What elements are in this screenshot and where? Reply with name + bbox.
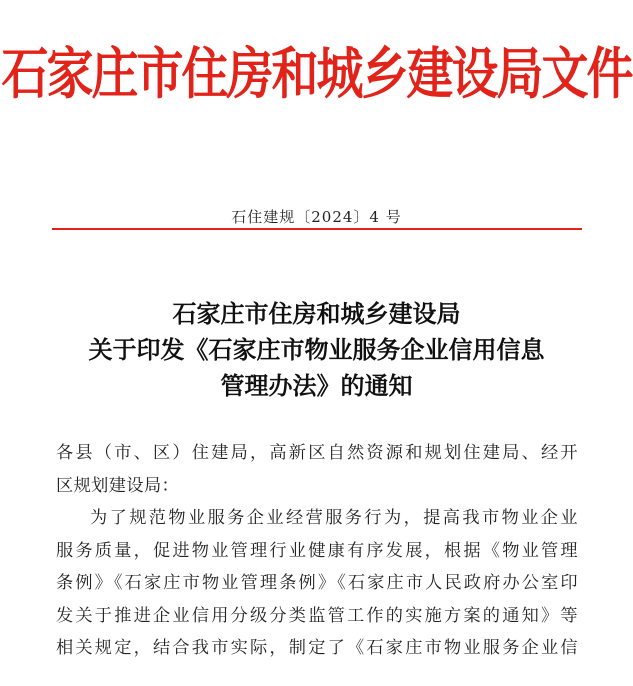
notice-body	[56, 437, 578, 665]
notice-title	[40, 296, 593, 404]
paragraph-line: 为了规范物业服务企业经营服务行为，提高我市物业企业	[90, 508, 578, 528]
notice-title-line: 管理办法》的通知	[220, 371, 413, 400]
addressee-line: 各县（市、区）住建局，高新区自然资源和规划住建局、经开	[56, 443, 578, 463]
paragraph-line: 发关于推进企业信用分级分类监管工作的实施方案的通知》等	[56, 605, 578, 626]
paragraph-line: 服务质量，促进物业管理行业健康有序发展，根据《物业管理	[56, 540, 578, 561]
paragraph-line: 条例》《石家庄市物业管理条例》《石家庄市人民政府办公室印	[56, 573, 578, 593]
masthead-title: 石家庄市住房和城乡建设局文件	[1, 42, 632, 108]
paragraph-line: 相关规定，结合我市实际，制定了《石家庄市物业服务企业信	[56, 638, 578, 658]
notice-title-line: 关于印发《石家庄市物业服务企业信用信息	[88, 335, 545, 364]
addressee-line: 区规划建设局：	[56, 475, 180, 496]
notice-title-line: 石家庄市住房和城乡建设局	[172, 299, 461, 328]
document-number: 石住建规〔2024〕4 号	[231, 208, 402, 226]
red-divider-line	[52, 228, 582, 230]
